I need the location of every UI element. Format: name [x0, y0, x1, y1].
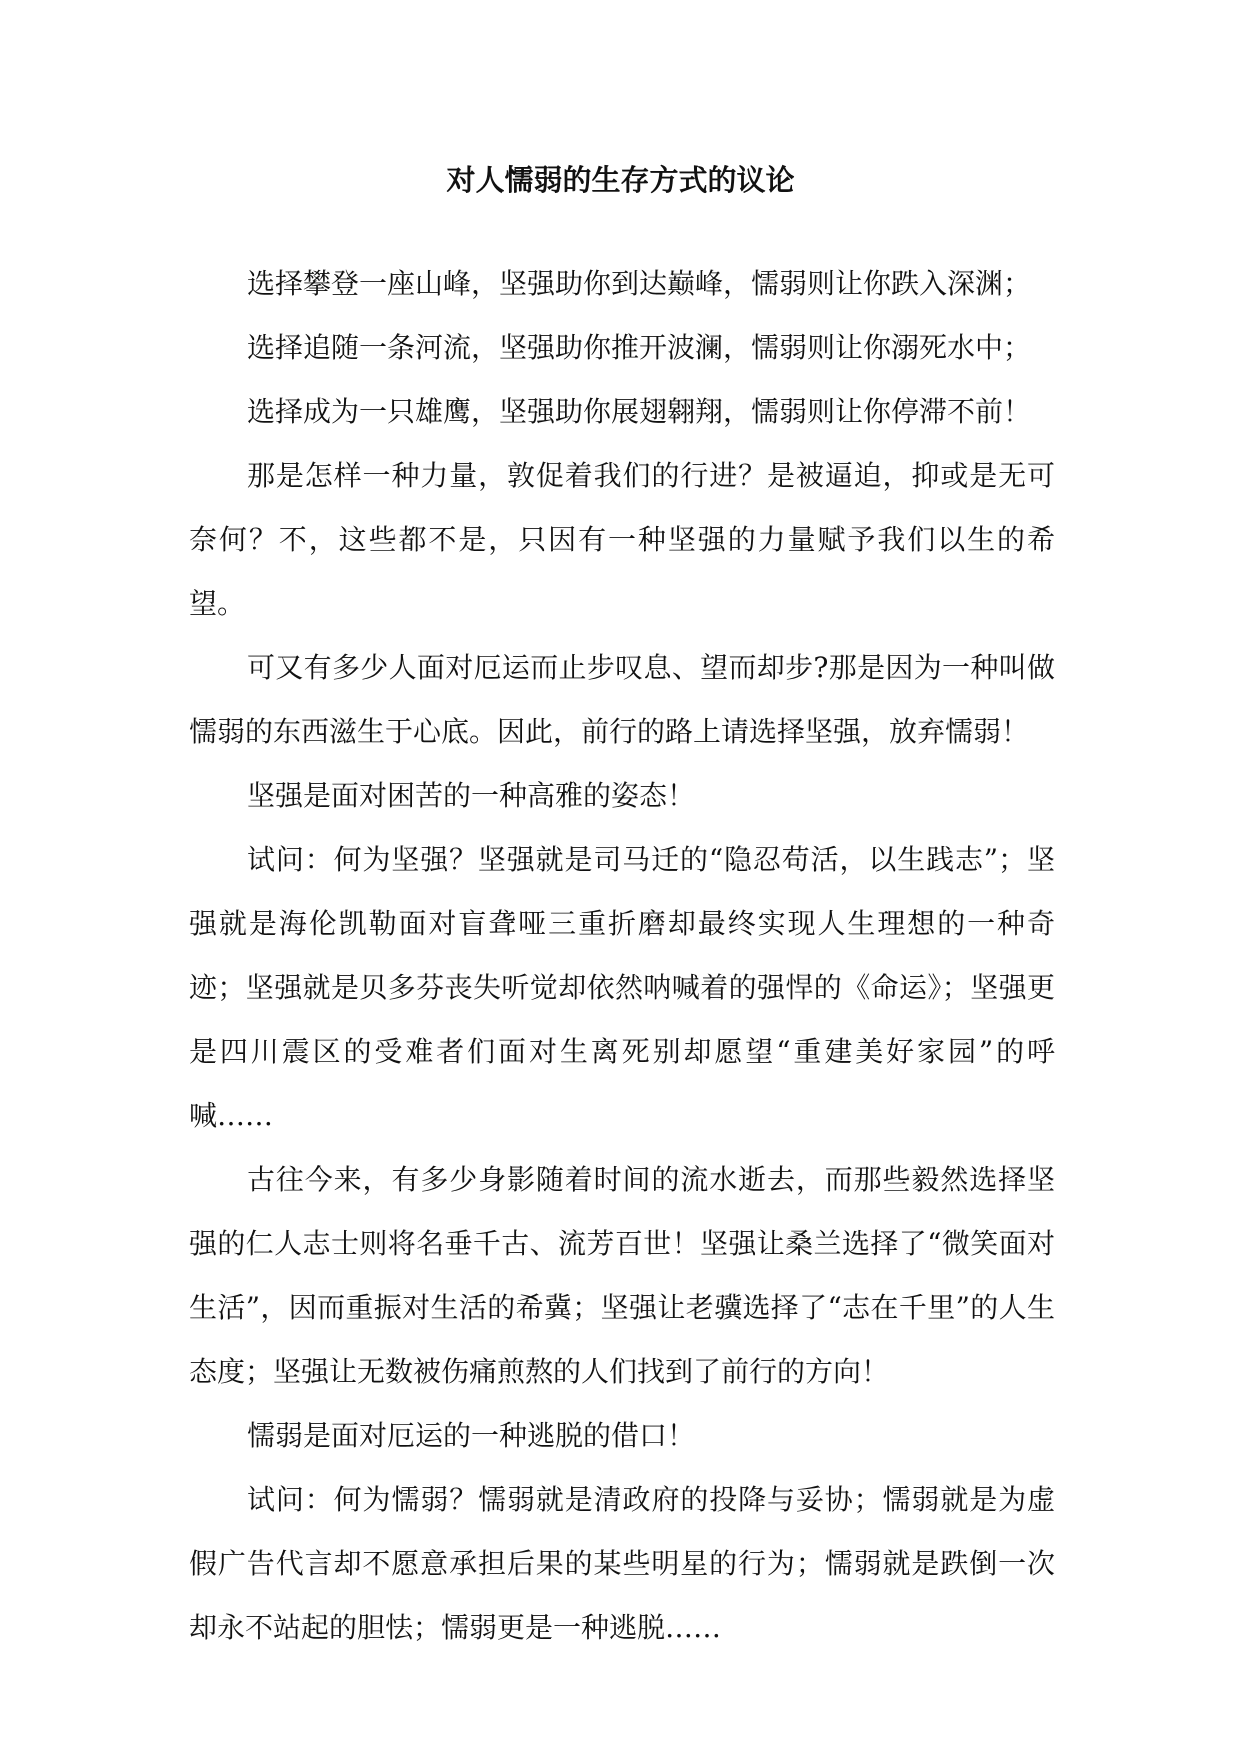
paragraph-5: 可又有多少人面对厄运而止步叹息、望而却步?那是因为一种叫做懦弱的东西滋生于心底。因此，前行的路上请选择坚强，放弃懦弱！: [189, 651, 1055, 748]
paragraph-3: 选择成为一只雄鹰，坚强助你展翅翱翔，懦弱则让你停滞不前！: [247, 395, 1032, 428]
paragraph-6: 坚强是面对困苦的一种高雅的姿态！: [247, 779, 696, 812]
document-body: [189, 252, 1055, 1660]
paragraph-8: 古往今来，有多少身影随着时间的流水逝去，而那些毅然选择坚强的仁人志士则将名垂千古、流芳百世！坚强让桑兰选择了“微笑面对生活”，因而重振对生活的希冀；坚强让老骥选择了“志在千里”的人生态度；坚强让无数被伤痛煎熬的人们找到了前行的方向！: [189, 1163, 1055, 1388]
paragraph-9: 懦弱是面对厄运的一种逃脱的借口！: [247, 1419, 696, 1452]
document-title: 对人懦弱的生存方式的议论: [446, 163, 795, 197]
paragraph-2: 选择追随一条河流，坚强助你推开波澜，懦弱则让你溺死水中；: [247, 331, 1032, 364]
paragraph-1: 选择攀登一座山峰，坚强助你到达巅峰，懦弱则让你跌入深渊；: [247, 267, 1032, 300]
paragraph-7: 试问：何为坚强？坚强就是司马迁的“隐忍苟活，以生践志”；坚强就是海伦凯勒面对盲聋哑三重折磨却最终实现人生理想的一种奇迹；坚强就是贝多芬丧失听觉却依然呐喊着的强悍的《命运》；坚强更是四川震区的受难者们面对生离死别却愿望“重建美好家园”的呼喊……: [189, 843, 1055, 1132]
paragraph-10: 试问：何为懦弱？懦弱就是清政府的投降与妥协；懦弱就是为虚假广告代言却不愿意承担后果的某些明星的行为；懦弱就是跌倒一次却永不站起的胆怯；懦弱更是一种逃脱……: [189, 1483, 1055, 1644]
paragraph-4: 那是怎样一种力量，敦促着我们的行进？是被逼迫，抑或是无可奈何？不，这些都不是，只因有一种坚强的力量赋予我们以生的希望。: [189, 459, 1055, 620]
